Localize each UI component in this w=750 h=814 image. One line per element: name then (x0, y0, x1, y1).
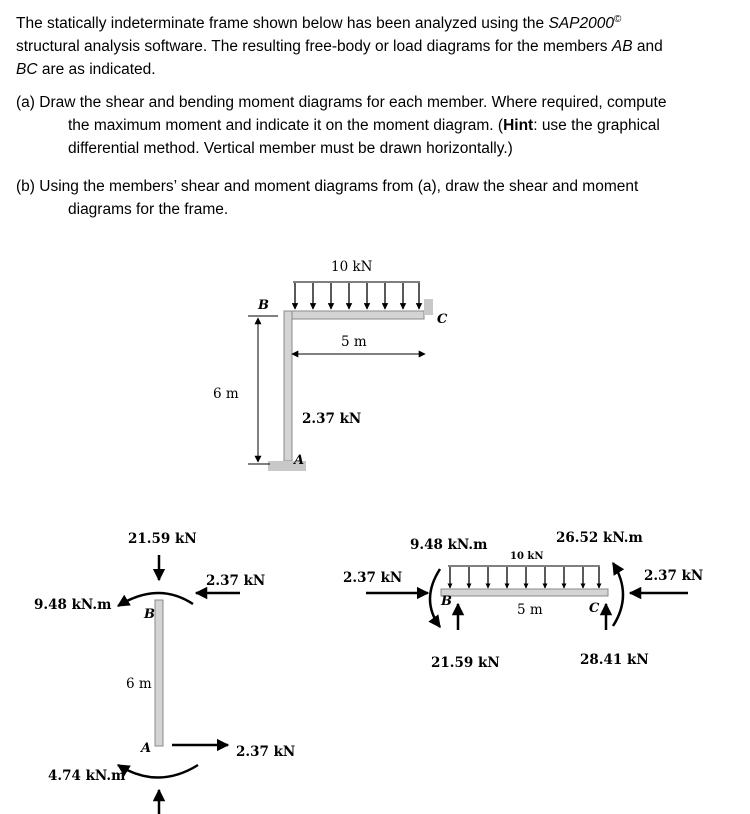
bc-load-label: 10 kN (510, 551, 544, 562)
member-ab-fbd (34, 531, 295, 814)
distributed-load-arrows (295, 283, 419, 309)
bc-right-moment-label: 26.52 kN.m (556, 530, 643, 546)
bc-right-shear-label: 28.41 kN (580, 652, 649, 668)
intro-text: structural analysis software. The resulting free-body or load diagrams for the members (16, 38, 612, 56)
frame-load-label: 10 kN (331, 259, 373, 275)
bc-distributed-load-arrows (450, 567, 599, 588)
ab-bottom-moment-label: 4.74 kN.m (48, 768, 126, 784)
member-bc-fbd (343, 530, 703, 671)
bc-left-shear-label: 21.59 kN (431, 655, 500, 671)
ab-bottom-horizontal-label: 2.37 kN (236, 744, 296, 760)
ab-node-a: A (141, 741, 152, 756)
ab-bottom-moment-arc (118, 765, 198, 778)
frame-node-c: C (437, 312, 448, 327)
frame-diagram (213, 259, 448, 471)
bc-left-moment-arc (430, 569, 440, 627)
member-ab-bar (155, 600, 163, 746)
part-a-label: (a) (16, 94, 35, 111)
part-a-text: : use the graphical (533, 117, 660, 134)
bc-span-label: 5 m (517, 602, 543, 618)
support-c (424, 299, 433, 315)
part-a-text: differential method. Vertical member must be drawn horizontally.) (68, 140, 513, 157)
frame-node-a: A (294, 453, 305, 468)
ab-top-horizontal-label: 2.37 kN (206, 573, 266, 589)
bc-node-b: B (441, 594, 452, 609)
member-bc-ref: BC (16, 61, 38, 79)
ab-node-b: B (144, 607, 155, 622)
intro-text: and (632, 38, 663, 56)
ab-length-label: 6 m (126, 676, 152, 692)
column-ab (284, 311, 292, 461)
member-bc-bar (441, 589, 608, 596)
intro-text: The statically indeterminate frame shown below has been analyzed using the (16, 15, 549, 33)
part-b-label: (b) (16, 178, 35, 195)
hint-label: Hint (503, 117, 534, 134)
software-name: SAP2000 (548, 15, 614, 33)
frame-reaction-label: 2.37 kN (302, 411, 362, 427)
part-a-text: Draw the shear and bending moment diagrams for each member. Where required, compute (39, 94, 667, 111)
bc-right-moment-arc (613, 563, 623, 626)
beam-bc (284, 311, 424, 319)
part-b-text: Using the members’ shear and moment diagrams from (a), draw the shear and moment (39, 178, 639, 195)
frame-node-b: B (258, 298, 269, 313)
bc-right-axial-label: 2.37 kN (644, 568, 704, 584)
ab-top-vertical-label: 21.59 kN (128, 531, 197, 547)
part-b-text: diagrams for the frame. (68, 201, 229, 218)
bc-left-moment-label: 9.48 kN.m (410, 537, 488, 553)
copyright-mark: © (613, 14, 622, 25)
frame-height-label: 6 m (213, 386, 239, 402)
intro-text: are as indicated. (37, 61, 156, 79)
ab-top-moment-label: 9.48 kN.m (34, 597, 112, 613)
bc-node-c: C (589, 601, 600, 616)
frame-span-label: 5 m (341, 334, 367, 350)
part-a-text: the maximum moment and indicate it on the moment diagram. ( (68, 117, 504, 134)
bc-left-axial-label: 2.37 kN (343, 570, 403, 586)
member-ab-ref: AB (611, 38, 633, 56)
